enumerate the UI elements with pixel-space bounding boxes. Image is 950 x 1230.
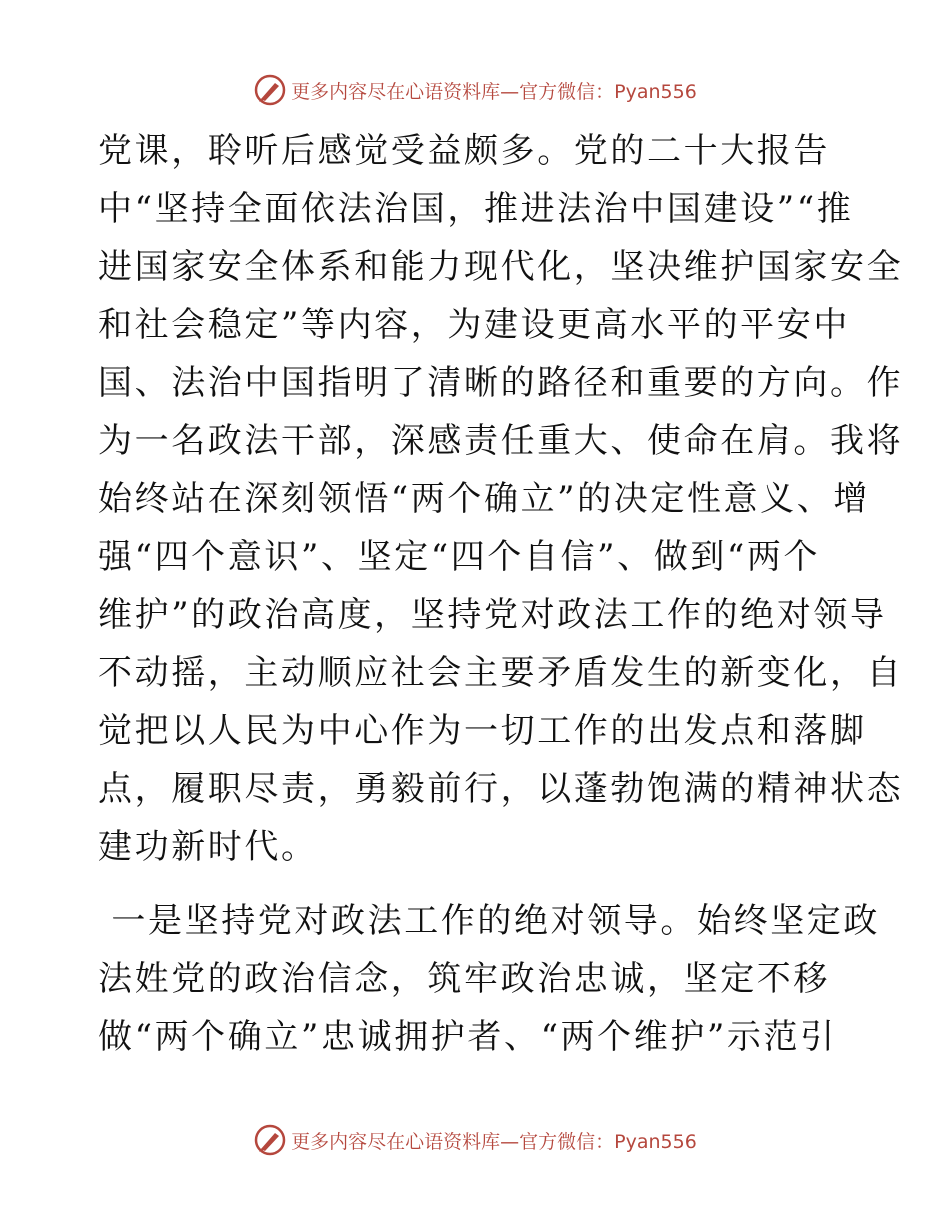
text-line: 不动摇，主动顺应社会主要矛盾发生的新变化，自 (98, 653, 904, 693)
header-banner (0, 70, 950, 110)
text-line: 法姓党的政治信念，筑牢政治忠诚，坚定不移 (98, 959, 830, 999)
text-line: 强“四个意识”、坚定“四个自信”、做到“两个 (98, 537, 821, 577)
text-line: 始终站在深刻领悟“两个确立”的决定性意义、增 (98, 479, 870, 519)
text-line: 点，履职尽责，勇毅前行，以蓬勃饱满的精神状态 (98, 769, 904, 809)
text-line: 维护”的政治高度，坚持党对政法工作的绝对领导 (98, 595, 887, 635)
header-banner-text: 更多内容尽在心语资料库—官方微信：Pyan556 (291, 80, 697, 103)
text-line: 国、法治中国指明了清晰的路径和重要的方向。作 (98, 363, 904, 403)
text-line: 为一名政法干部，深感责任重大、使命在肩。我将 (98, 421, 904, 461)
footer-banner-text: 更多内容尽在心语资料库—官方微信：Pyan556 (291, 1130, 697, 1153)
footer-banner (0, 1120, 950, 1160)
text-line: 做“两个确立”忠诚拥护者、“两个维护”示范引 (98, 1017, 837, 1057)
pen-logo-icon (253, 1123, 287, 1157)
text-line: 一是坚持党对政法工作的绝对领导。始终坚定政 (98, 901, 881, 941)
text-line: 中“坚持全面依法治国，推进法治中国建设”“推 (98, 189, 854, 229)
text-line: 进国家安全体系和能力现代化，坚决维护国家安全 (98, 247, 904, 287)
pen-logo-icon (253, 73, 287, 107)
text-line: 党课，聆听后感觉受益颇多。党的二十大报告 (98, 131, 830, 171)
text-line: 建功新时代。 (98, 827, 318, 867)
text-line: 觉把以人民为中心作为一切工作的出发点和落脚 (98, 711, 867, 751)
text-line: 和社会稳定”等内容，为建设更高水平的平安中 (98, 305, 850, 345)
